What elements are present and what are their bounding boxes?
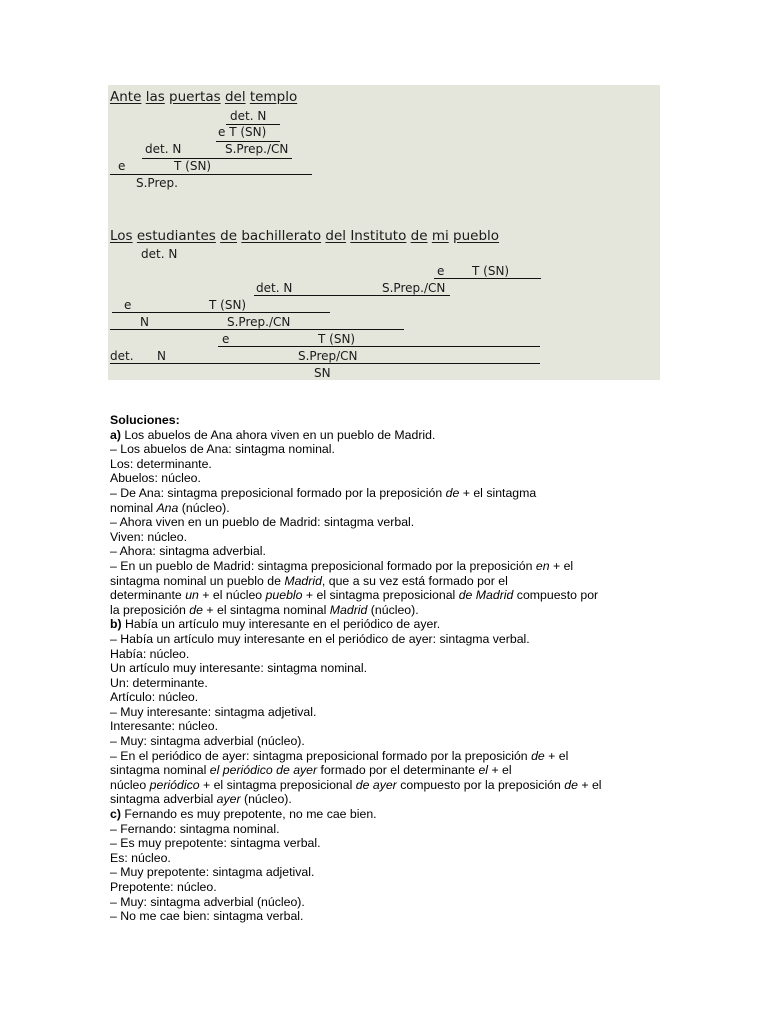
solution-line: Un: determinante. bbox=[110, 675, 208, 690]
solution-line: Artículo: núcleo. bbox=[110, 690, 199, 705]
diagram2-label: e bbox=[222, 332, 230, 346]
solution-line: – Ahora: sintagma adverbial. bbox=[110, 544, 266, 559]
solution-line: sintagma nominal el periódico de ayer formado por el determinante el + el bbox=[110, 763, 512, 778]
solution-line: sintagma nominal un pueblo de Madrid, que a su vez está formado por el bbox=[110, 573, 508, 588]
word: del bbox=[224, 89, 246, 105]
word: bachillerato bbox=[241, 228, 322, 244]
solution-line: – Había un artículo muy interesante en el periódico de ayer: sintagma verbal. bbox=[110, 631, 530, 646]
diagram2-label: N bbox=[140, 315, 149, 329]
syntax-diagram-panel bbox=[108, 85, 660, 380]
diagram1-label: e T (SN) bbox=[218, 125, 267, 139]
solution-line: – Muy: sintagma adverbial (núcleo). bbox=[110, 734, 305, 749]
solution-line: – Es muy prepotente: sintagma verbal. bbox=[110, 836, 321, 851]
solution-line: determinante un + el núcleo pueblo + el sintagma preposicional de Madrid compuesto por bbox=[110, 588, 599, 603]
solution-line: Abuelos: núcleo. bbox=[110, 471, 201, 486]
diagram2-line bbox=[110, 329, 404, 330]
word: de bbox=[410, 228, 428, 244]
diagram2-line bbox=[434, 278, 541, 279]
word: templo bbox=[249, 89, 298, 105]
solution-line: – Muy prepotente: sintagma adjetival. bbox=[110, 865, 315, 880]
solution-line: Un artículo muy interesante: sintagma nominal. bbox=[110, 661, 367, 676]
solution-line: núcleo periódico + el sintagma preposicional de ayer compuesto por la preposición de + el bbox=[110, 777, 602, 792]
word: Los bbox=[110, 228, 133, 244]
solutions-section bbox=[110, 413, 670, 924]
word: pueblo bbox=[453, 228, 500, 244]
solution-line: la preposición de + el sintagma nominal Madrid (núcleo). bbox=[110, 602, 419, 617]
diagram1-sentence bbox=[110, 89, 297, 105]
solution-line: Interesante: núcleo. bbox=[110, 719, 219, 734]
solution-line: Viven: núcleo. bbox=[110, 529, 188, 544]
solution-c-heading: c) Fernando es muy prepotente, no me cae bien. bbox=[110, 807, 377, 822]
solution-line: Los: determinante. bbox=[110, 456, 212, 471]
item-label: b) bbox=[110, 617, 122, 632]
diagram1-line bbox=[110, 174, 312, 175]
diagram2-label: S.Prep./CN bbox=[382, 281, 446, 295]
diagram1-label: e bbox=[118, 159, 126, 173]
solution-line: – Muy interesante: sintagma adjetival. bbox=[110, 704, 317, 719]
diagram2-sentence bbox=[110, 228, 499, 244]
solutions-heading: Soluciones: bbox=[110, 413, 180, 427]
solution-b-heading: b) Había un artículo muy interesante en el periódico de ayer. bbox=[110, 617, 441, 632]
diagram1-label: S.Prep. bbox=[136, 176, 178, 190]
word: puertas bbox=[169, 89, 221, 105]
item-label: c) bbox=[110, 807, 121, 822]
diagram1-label: det. N bbox=[230, 109, 267, 123]
diagram2-label: e bbox=[124, 298, 132, 312]
solution-line: Es: núcleo. bbox=[110, 850, 171, 865]
diagram2-label: det. N bbox=[256, 281, 293, 295]
solution-line: nominal Ana (núcleo). bbox=[110, 500, 230, 515]
diagram2-label: T (SN) bbox=[209, 298, 247, 312]
diagram2-line bbox=[112, 312, 330, 313]
word: estudiantes bbox=[136, 228, 216, 244]
diagram2-label: det. N bbox=[141, 247, 178, 261]
diagram1-line bbox=[142, 158, 292, 159]
diagram2-label: e bbox=[437, 264, 445, 278]
solution-line: – Fernando: sintagma nominal. bbox=[110, 821, 280, 836]
solution-line: – Ahora viven en un pueblo de Madrid: sintagma verbal. bbox=[110, 515, 415, 530]
diagram1-label: det. N bbox=[145, 142, 182, 156]
diagram2-label: T (SN) bbox=[318, 332, 356, 346]
diagram2-label: det. bbox=[110, 349, 134, 363]
word: las bbox=[145, 89, 165, 105]
item-label: a) bbox=[110, 427, 121, 442]
solution-line: Había: núcleo. bbox=[110, 646, 190, 661]
solution-line: – Los abuelos de Ana: sintagma nominal. bbox=[110, 442, 335, 457]
solution-line: – En el periódico de ayer: sintagma preposicional formado por la preposición de + el bbox=[110, 748, 569, 763]
solution-line: – De Ana: sintagma preposicional formado por la preposición de + el sintagma bbox=[110, 485, 537, 500]
diagram2-label: SN bbox=[314, 366, 331, 380]
solution-line: – Muy: sintagma adverbial (núcleo). bbox=[110, 894, 305, 909]
word: del bbox=[325, 228, 347, 244]
solution-line: sintagma adverbial ayer (núcleo). bbox=[110, 792, 292, 807]
word: de bbox=[220, 228, 238, 244]
solution-line: Prepotente: núcleo. bbox=[110, 880, 217, 894]
solution-a-heading: a) Los abuelos de Ana ahora viven en un pueblo de Madrid. bbox=[110, 427, 436, 442]
diagram2-label: N bbox=[157, 349, 166, 363]
solution-line: – No me cae bien: sintagma verbal. bbox=[110, 909, 304, 924]
diagram2-label: S.Prep./CN bbox=[227, 315, 291, 329]
word: Instituto bbox=[350, 228, 407, 244]
diagram2-line bbox=[218, 346, 540, 347]
diagram2-label: S.Prep/CN bbox=[298, 349, 358, 363]
solution-line: – En un pueblo de Madrid: sintagma preposicional formado por la preposición en + el bbox=[110, 558, 574, 573]
diagram2-label: T (SN) bbox=[472, 264, 510, 278]
diagram2-line bbox=[110, 363, 540, 364]
diagram1-label: S.Prep./CN bbox=[225, 142, 289, 156]
diagram1-label: T (SN) bbox=[174, 159, 212, 173]
diagram2-line bbox=[254, 295, 450, 296]
word: Ante bbox=[110, 89, 142, 105]
word: mi bbox=[431, 228, 449, 244]
